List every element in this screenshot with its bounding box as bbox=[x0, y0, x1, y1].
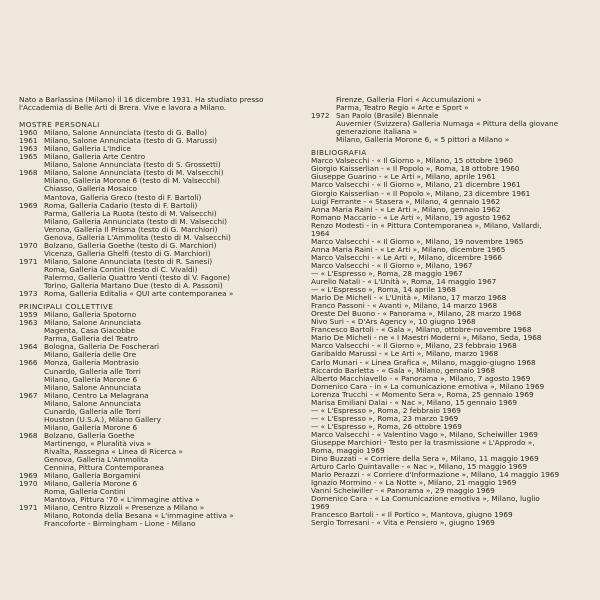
bibliography-entry: Ignazio Mormino - « La Notte », Milano, 21 maggio 1969 bbox=[311, 478, 517, 488]
exhibition-year bbox=[19, 266, 44, 274]
exhibition-venue: Torino, Galleria Martano Due (testo di A. Passoni) bbox=[44, 281, 223, 291]
exhibition-venue: Bologna, Galleria De Foscherari bbox=[44, 342, 160, 352]
bibliography-entry: Mario De Micheli - « L'Unità », Milano, 17 marzo 1968 bbox=[311, 293, 507, 303]
exhibition-year bbox=[19, 327, 44, 335]
bibliography-entry: Sergio Torresani - « Vita e Pensiero », giugno 1969 bbox=[311, 518, 495, 528]
bibliography-entry: — « L'Espresso », Roma, 23 marzo 1969 bbox=[311, 413, 459, 423]
exhibition-year bbox=[19, 210, 44, 218]
exhibition-entry bbox=[19, 290, 301, 298]
bibliography-entry: 1964 bbox=[311, 228, 330, 238]
exhibition-venue: Francoforte - Birmingham - Lione - Milano bbox=[44, 519, 196, 529]
exhibition-venue: Bolzano, Galleria Goethe bbox=[44, 430, 135, 440]
exhibition-year bbox=[19, 440, 44, 448]
exhibition-venue: Rivalta, Rassegna « Linea di Ricerca » bbox=[44, 446, 183, 456]
exhibition-venue: Cennina, Pittura Contemporanea bbox=[44, 463, 164, 473]
bibliography-entry: — « L'Espresso », Roma, 26 ottobre 1969 bbox=[311, 421, 462, 431]
exhibition-year: 1972 bbox=[311, 111, 330, 121]
exhibition-venue: Milano, Salone Annunciata (testo di S. Grossetti) bbox=[44, 160, 221, 170]
exhibition-year bbox=[19, 226, 44, 234]
exhibition-venue: Milano, Galleria L'Indice bbox=[44, 144, 132, 154]
exhibition-entry bbox=[311, 136, 593, 144]
exhibition-year: 1961 bbox=[19, 136, 38, 146]
bibliography-entry: Dino Buzzati - « Corriere della Sera », Milano, 11 maggio 1969 bbox=[311, 454, 539, 464]
bibliography-entry: Alberto Macchiavello - « Panorama », Milano, 7 agosto 1969 bbox=[311, 373, 531, 383]
exhibition-venue: Roma, Galleria Contini bbox=[44, 487, 126, 497]
exhibition-venue: Milano, Galleria Morone 6 bbox=[44, 374, 138, 384]
bibliography-entry: Aurelio Natali - « L'Unità », Roma, 14 maggio 1967 bbox=[311, 277, 497, 287]
exhibition-venue: Milano, Salone Annunciata (testo di R. Sanesi) bbox=[44, 256, 213, 266]
bibliografia-heading: BIBLIOGRAFIA bbox=[311, 148, 367, 158]
bibliography-entry: Marco Valsecchi - « Valentino Vago », Milano, Scheiwiller 1969 bbox=[311, 429, 538, 439]
exhibition-venue: Milano, Galleria Spotorno bbox=[44, 310, 137, 320]
exhibition-year bbox=[19, 408, 44, 416]
exhibition-venue: San Paolo (Brasile) Biennale bbox=[336, 111, 439, 121]
exhibition-year: 1970 bbox=[19, 479, 38, 489]
exhibition-venue: Milano, Galleria Morone 6 bbox=[44, 422, 138, 432]
exhibition-venue: Milano, Galleria Morone 6 (testo di M. Valsecchi) bbox=[44, 176, 220, 186]
bibliography-entry: Riccardo Barletta - « Gala », Milano, gennaio 1968 bbox=[311, 365, 495, 375]
principali-collettive-list bbox=[19, 311, 301, 528]
bibliography-entry: Marco Valsecchi - « Le Arti », Milano, dicembre 1966 bbox=[311, 252, 503, 262]
exhibition-year bbox=[19, 274, 44, 282]
bibliography-entry: Marco Valsecchi - « Il Giorno », Milano, 23 febbraio 1968 bbox=[311, 341, 517, 351]
exhibition-year: 1973 bbox=[19, 289, 38, 299]
mostre-personali-list bbox=[19, 129, 301, 298]
bibliography-entry: Romano Maccario - « Le Arti », Milano, 19 agosto 1962 bbox=[311, 212, 511, 222]
exhibition-year: 1971 bbox=[19, 256, 38, 266]
exhibition-year bbox=[19, 488, 44, 496]
exhibition-venue: Milano, Galleria delle Ore bbox=[44, 350, 137, 360]
bibliography-entry: Domenico Cara - « La Comunicazione emotiva », Milano, luglio bbox=[311, 494, 540, 504]
exhibition-year: 1967 bbox=[19, 390, 38, 400]
bibliography-entry: — « L'Espresso », Roma, 14 aprile 1968 bbox=[311, 285, 456, 295]
exhibition-venue: generazione italiana » bbox=[336, 127, 418, 137]
bibliography-entry: Francesco Bartoli - « Il Portico », Mantova, giugno 1969 bbox=[311, 510, 513, 520]
bibliography-entry: Marco Valsecchi - « Il Giorno », Milano, 19 novembre 1965 bbox=[311, 236, 524, 246]
bibliography-entry: Marco Valsecchi - « Il Giorno », Milano, 21 dicembre 1961 bbox=[311, 180, 521, 190]
exhibition-year bbox=[19, 456, 44, 464]
bibliography-entry: Giuseppe Guarino - « Le Arti », Milano, aprile 1961 bbox=[311, 172, 496, 182]
exhibition-year: 1968 bbox=[19, 168, 38, 178]
exhibition-year: 1964 bbox=[19, 342, 38, 352]
exhibition-venue: Firenze, Galleria Flori « Accumulazioni » bbox=[336, 95, 482, 104]
exhibition-year: 1970 bbox=[19, 240, 38, 250]
bibliography-entry: 1969 bbox=[311, 502, 330, 512]
bibliography-entry: Garibaldo Marussi - « Le Arti », Milano, marzo 1968 bbox=[311, 349, 499, 359]
exhibition-venue: Milano, Salone Annunciata bbox=[44, 398, 141, 408]
exhibition-venue: Milano, Galleria Annunciata (testo di M. Valsecchi) bbox=[44, 216, 227, 226]
bibliografia-list bbox=[311, 157, 593, 527]
bibliography-entry: Vanni Scheiwiller - « Panorama », 29 maggio 1969 bbox=[311, 486, 495, 496]
exhibition-venue: Roma, Galleria Cadario (testo di F. Bartoli) bbox=[44, 200, 198, 210]
bibliography-entry: Roma, maggio 1969 bbox=[311, 446, 385, 456]
bibliography-entry: Marco Valsecchi - « Il Giorno », Milano, 1967 bbox=[311, 260, 473, 270]
exhibition-year: 1963 bbox=[19, 318, 38, 328]
bibliography-entry: Marco Valsecchi - « Il Giorno », Milano, 15 ottobre 1960 bbox=[311, 156, 514, 166]
exhibition-venue: Roma, Galleria Contini (testo di C. Vivaldi) bbox=[44, 264, 198, 274]
exhibition-venue: Milano, Salone Annunciata (testo di G. Marussi) bbox=[44, 136, 218, 146]
right-column bbox=[311, 96, 593, 527]
exhibition-year bbox=[19, 400, 44, 408]
bibliography-entry: Giorgio Kaisserlian - « Il Popolo », Roma, 18 ottobre 1960 bbox=[311, 164, 520, 174]
exhibition-year: 1969 bbox=[19, 471, 38, 481]
exhibition-venue: Martinengo, « Pluralità viva » bbox=[44, 438, 152, 448]
bibliography-entry: Giorgio Kaisserlian - « Il Popolo », Milano, 23 dicembre 1961 bbox=[311, 188, 531, 198]
intro-line: l'Accademia di Belle Arti di Brera. Vive e lavora a Milano. bbox=[19, 103, 227, 113]
exhibition-year: 1969 bbox=[19, 200, 38, 210]
exhibition-year: 1960 bbox=[19, 128, 38, 138]
exhibition-venue: Houston (U.S.A.), Milano Gallery bbox=[44, 414, 161, 424]
exhibition-venue: Milano, Centro La Melagrana bbox=[44, 390, 149, 400]
bibliography-entry: Lorenza Trucchi - « Momento Sera », Roma, 25 gennaio 1969 bbox=[311, 389, 534, 399]
exhibition-venue: Auvernier (Svizzera) Galleria Numaga « Pittura della giovane bbox=[336, 119, 559, 129]
exhibition-year bbox=[19, 416, 44, 424]
exhibition-year bbox=[19, 368, 44, 376]
exhibition-venue: Milano, Galleria Morone 6 bbox=[44, 479, 138, 489]
exhibition-venue: Genova, Galleria L'Ammolita (testo di M. Valsecchi) bbox=[44, 232, 231, 242]
exhibition-venue: Mantova, Pittura '70 « L'immagine attiva » bbox=[44, 495, 200, 505]
exhibition-venue: Parma, Galleria La Ruota (testo di M. Valsecchi) bbox=[44, 208, 217, 218]
exhibition-venue: Milano, Centro Rizzoli « Presenze a Milano » bbox=[44, 503, 205, 513]
exhibition-venue: Milano, Galleria Morone 6, « 5 pittori a Milano » bbox=[336, 135, 510, 145]
exhibition-year bbox=[19, 512, 44, 520]
bibliography-entry: Nivo Suri - « D'Ars Agency », 10 giugno 1968 bbox=[311, 317, 476, 327]
principali-collettive-heading: PRINCIPALI COLLETTIVE bbox=[19, 302, 114, 312]
exhibition-venue: Parma, Teatro Regio « Arte e Sport » bbox=[336, 103, 469, 113]
exhibition-venue: Milano, Galleria Arte Centro bbox=[44, 152, 146, 162]
exhibition-year: 1963 bbox=[19, 144, 38, 154]
exhibition-venue: Milano, Rotonda della Besana « L'immagine attiva » bbox=[44, 511, 234, 521]
exhibition-venue: Cunardo, Galleria alle Torri bbox=[44, 366, 141, 376]
exhibition-venue: Milano, Salone Annunciata (testo di G. Ballo) bbox=[44, 128, 207, 138]
bibliography-entry: — « L'Espresso », Roma, 2 febbraio 1969 bbox=[311, 405, 461, 415]
exhibition-venue: Milano, Galleria Borgamini bbox=[44, 471, 141, 481]
exhibition-venue: Vicenza, Galleria Ghelfi (testo di G. Marchiori) bbox=[44, 248, 211, 258]
exhibition-year bbox=[19, 520, 44, 528]
exhibition-venue: Magenta, Casa Giacobbe bbox=[44, 326, 136, 336]
exhibition-venue: Roma, Galleria Editalia « QUI arte contemporanea » bbox=[44, 289, 234, 299]
exhibition-venue: Bolzano, Galleria Goethe (testo di G. Marchiori) bbox=[44, 240, 217, 250]
bibliography-entry: Domenico Cara - in « La comunicazione emotiva », Milano 1969 bbox=[311, 381, 545, 391]
exhibition-venue: Parma, Galleria del Teatro bbox=[44, 334, 138, 344]
exhibition-year: 1971 bbox=[19, 503, 38, 513]
collettive-continued-list bbox=[311, 96, 593, 144]
exhibition-venue: Mantova, Galleria Greco (testo di F. Bartoli) bbox=[44, 192, 202, 202]
bibliography-entry: Carlo Munari - « Linea Grafica », Milano, maggio-giugno 1968 bbox=[311, 357, 536, 367]
exhibition-year bbox=[311, 136, 336, 144]
exhibition-venue: Palermo, Galleria Quattro Venti (testo di V. Fagone) bbox=[44, 272, 230, 282]
exhibition-year bbox=[19, 177, 44, 185]
biography-intro bbox=[19, 96, 301, 112]
exhibition-year bbox=[19, 376, 44, 384]
exhibition-venue: Monza, Galleria Montrasio bbox=[44, 358, 139, 368]
exhibition-entry bbox=[19, 520, 301, 528]
exhibition-year bbox=[19, 185, 44, 193]
bibliography-entry: Francesco Bartoli - « Gala », Milano, ottobre-novembre 1968 bbox=[311, 325, 532, 335]
exhibition-year bbox=[311, 96, 336, 104]
bibliography-entry: Mario Perazzi - « Corriere d'Informazione », Milano, 14 maggio 1969 bbox=[311, 470, 560, 480]
exhibition-venue: Milano, Salone Annunciata (testo di M. Valsecchi) bbox=[44, 168, 224, 178]
exhibition-year bbox=[311, 128, 336, 136]
bibliography-entry: Franco Passoni - « Avanti », Milano, 14 marzo 1968 bbox=[311, 301, 498, 311]
exhibition-venue: Verona, Galleria Il Prisma (testo di G. Marchiori) bbox=[44, 224, 218, 234]
bibliography-entry: — « L'Espresso », Roma, 28 maggio 1967 bbox=[311, 268, 463, 278]
bibliography-entry: Renzo Modesti - in « Pittura Contemporanea », Milano, Vallardi, bbox=[311, 220, 542, 230]
mostre-personali-heading: MOSTRE PERSONALI bbox=[19, 120, 100, 130]
exhibition-year: 1959 bbox=[19, 310, 38, 320]
exhibition-venue: Chiasso, Galleria Mosaico bbox=[44, 184, 137, 194]
exhibition-venue: Milano, Salone Annunciata bbox=[44, 318, 141, 328]
exhibition-year bbox=[19, 448, 44, 456]
intro-line: Nato a Barlassina (Milano) il 16 dicembre 1931. Ha studiato presso bbox=[19, 95, 264, 104]
left-column bbox=[19, 96, 301, 528]
exhibition-year: 1968 bbox=[19, 430, 38, 440]
bibliography-entry: Oreste Del Buono - « Panorama », Milano, 28 marzo 1968 bbox=[311, 309, 522, 319]
exhibition-venue: Genova, Galleria L'Ammolita bbox=[44, 455, 149, 465]
exhibition-venue: Milano, Salone Annunciata bbox=[44, 382, 141, 392]
bibliography-entry: Arturo Carlo Quintavalle - « Nac », Milano, 15 maggio 1969 bbox=[311, 462, 527, 472]
bibliography-entry: Anna Maria Raini - « Le Arti », Milano, dicembre 1965 bbox=[311, 244, 506, 254]
bibliography-entry: Marisa Emiliani Dalai - « Nac », Milano, 15 gennaio 1969 bbox=[311, 397, 518, 407]
exhibition-year bbox=[19, 218, 44, 226]
bibliography-entry: Mario De Micheli - ne « I Maestri Moderni », Milano, Seda, 1968 bbox=[311, 333, 542, 343]
exhibition-year: 1966 bbox=[19, 358, 38, 368]
bibliography-entry: Giuseppe Marchiori - Testo per la trasmissione « L'Approdo », bbox=[311, 437, 535, 447]
exhibition-year: 1965 bbox=[19, 152, 38, 162]
exhibition-venue: Cunardo, Galleria alle Torri bbox=[44, 406, 141, 416]
bibliography-entry: Luigi Ferrante - « Stasera », Milano, 4 gennaio 1962 bbox=[311, 196, 501, 206]
bibliography-entry: Anna Maria Raini - « Le Arti », Milano, gennaio 1962 bbox=[311, 204, 501, 214]
exhibition-year bbox=[311, 120, 336, 128]
